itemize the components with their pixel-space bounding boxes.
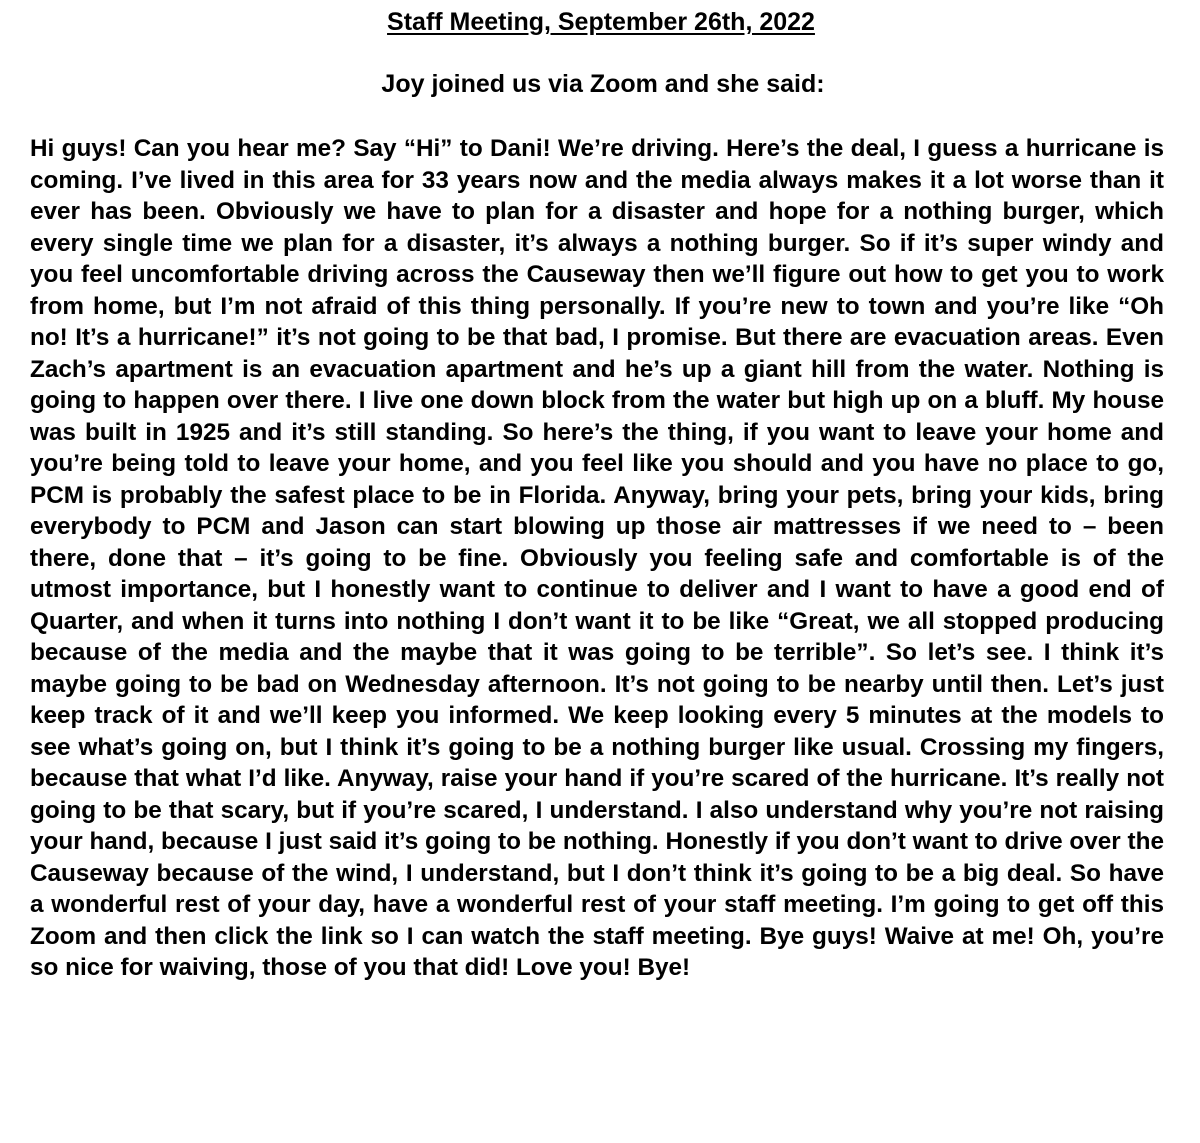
meeting-transcript-paragraph: Hi guys! Can you hear me? Say “Hi” to Dani! We’re driving. Here’s the deal, I guess a hurricane is coming. I’ve lived in this area for 33 years now and the media always makes it a lot worse than it ever has been. Obviously we have to plan for a disaster and hope for a nothing burger, which every single time we plan for a disaster, it’s always a nothing burger. So if it’s super windy and you feel uncomfortable driving across the Causeway then we’ll figure out how to get you to work from home, but I’m not afraid of this thing personally. If you’re new to town and you’re like “Oh no! It’s a hurricane!” it’s not going to be that bad, I promise. But there are evacuation areas. Even Zach’s apartment is an evacuation apartment and he’s up a giant hill from the water. Nothing is going to happen over there. I live one down block from the water but high up on a bluff. My house was built in 1925 and it’s still standing. So here’s the thing, if you want to leave your home and you’re being told to leave your home, and you feel like you should and you have no place to go, PCM is probably the safest place to be in Florida. Anyway, bring your pets, bring your kids, bring everybody to PCM and Jason can start blowing up those air mattresses if we need to – been there, done that – it’s going to be fine. Obviously you feeling safe and comfortable is of the utmost importance, but I honestly want to continue to deliver and I want to have a good end of Quarter, and when it turns into nothing I don’t want it to be like “Great, we all stopped producing because of the media and the maybe that it was going to be terrible”. So let’s see. I think it’s maybe going to be bad on Wednesday afternoon. It’s not going to be nearby until then. Let’s just keep track of it and we’ll keep you informed. We keep looking every 5 minutes at the models to see what’s going on, but I think it’s going to be a nothing burger like usual. Crossing my fingers, because that what I’d like. Anyway, raise your hand if you’re scared of the hurricane. It’s really not going to be that scary, but if you’re scared, I understand. I also understand why you’re not raising your hand, because I just said it’s going to be nothing. Honestly if you don’t want to drive over the Causeway because of the wind, I understand, but I don’t think it’s going to be a big deal. So have a wonderful rest of your day, have a wonderful rest of your staff meeting. I’m going to get off this Zoom and then click the link so I can watch the staff meeting. Bye guys! Waive at me! Oh, you’re so nice for waiving, those of you that did! Love you! Bye! — [30, 135, 1164, 981]
document-title-text: Staff Meeting, September 26th, 2022 — [387, 8, 815, 36]
intro-line: Joy joined us via Zoom and she said: — [381, 70, 825, 98]
document-title — [30, 6, 1164, 38]
